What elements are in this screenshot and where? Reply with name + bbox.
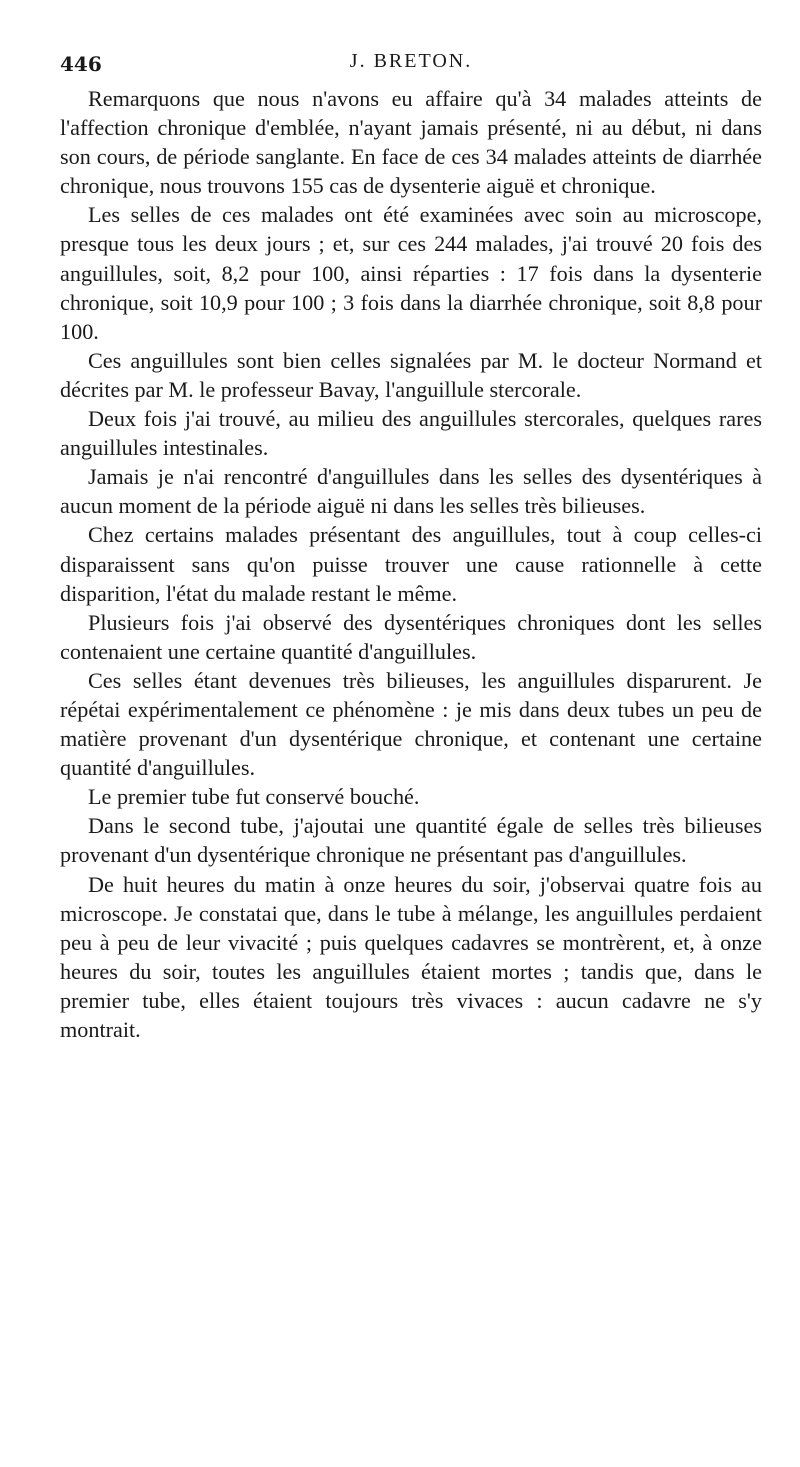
paragraph: Ces anguillules sont bien celles signalées par M. le docteur Normand et décrites par M. le professeur Bavay, l'anguillule stercorale. <box>60 347 762 402</box>
paragraph: Les selles de ces malades ont été examinées avec soin au microscope, presque tous les deux jours ; et, sur ces 244 malades, j'ai trouvé 20 fois des anguillules, soit, 8,2 pour 100, ainsi réparties : 17 fois dans la dysenterie chronique, soit 10,9 pour 100 ; 3 fois dans la diarrhée chronique, soit 8,8 pour 100. <box>60 202 762 344</box>
paragraph: Remarquons que nous n'avons eu affaire qu'à 34 malades atteints de l'affection chronique d'emblée, n'ayant jamais présenté, ni au début, ni dans son cours, de période sanglante. En face de ces 34 malades atteints de diarrhée chronique, nous trouvons 155 cas de dysenterie aiguë et chronique. <box>60 86 762 199</box>
paragraph: Ces selles étant devenues très bilieuses, les anguillules disparurent. Je répétai expérimentalement ce phénomène : je mis dans deux tubes un peu de matière provenant d'un dysentérique chronique, et contenant une certaine quantité d'anguillules. <box>60 667 762 781</box>
paragraph: Plusieurs fois j'ai observé des dysentériques chroniques dont les selles contenaient une certaine quantité d'anguillules. <box>60 609 762 664</box>
running-head <box>60 40 762 84</box>
running-title-author: J. BRETON. <box>349 50 473 72</box>
paragraph: Chez certains malades présentant des anguillules, tout à coup celles-ci disparaissent sans qu'on puisse trouver une cause rationnelle à cette disparition, l'état du malade restant le même. <box>60 522 762 606</box>
paragraph: De huit heures du matin à onze heures du soir, j'observai quatre fois au microscope. Je constatai que, dans le tube à mélange, les anguillules perdaient peu à peu de leur vivacité ; puis quelques cadavres se montrèrent, et, à onze heures du soir, toutes les anguillules étaient mortes ; tandis que, dans le premier tube, elles étaient toujours très vivaces : aucun cadavre ne s'y montrait. <box>60 871 762 1042</box>
page-number: 446 <box>60 52 102 76</box>
paragraph: Jamais je n'ai rencontré d'anguillules dans les selles des dysentériques à aucun moment de la période aiguë ni dans les selles très bilieuses. <box>60 464 762 519</box>
body-text <box>60 84 762 1044</box>
paragraph: Le premier tube fut conservé bouché. <box>88 784 420 810</box>
book-page <box>60 40 762 1044</box>
paragraph: Dans le second tube, j'ajoutai une quantité égale de selles très bilieuses provenant d'un dysentérique chronique ne présentant pas d'anguillules. <box>60 813 762 868</box>
paragraph: Deux fois j'ai trouvé, au milieu des anguillules stercorales, quelques rares anguillules intestinales. <box>60 406 762 461</box>
